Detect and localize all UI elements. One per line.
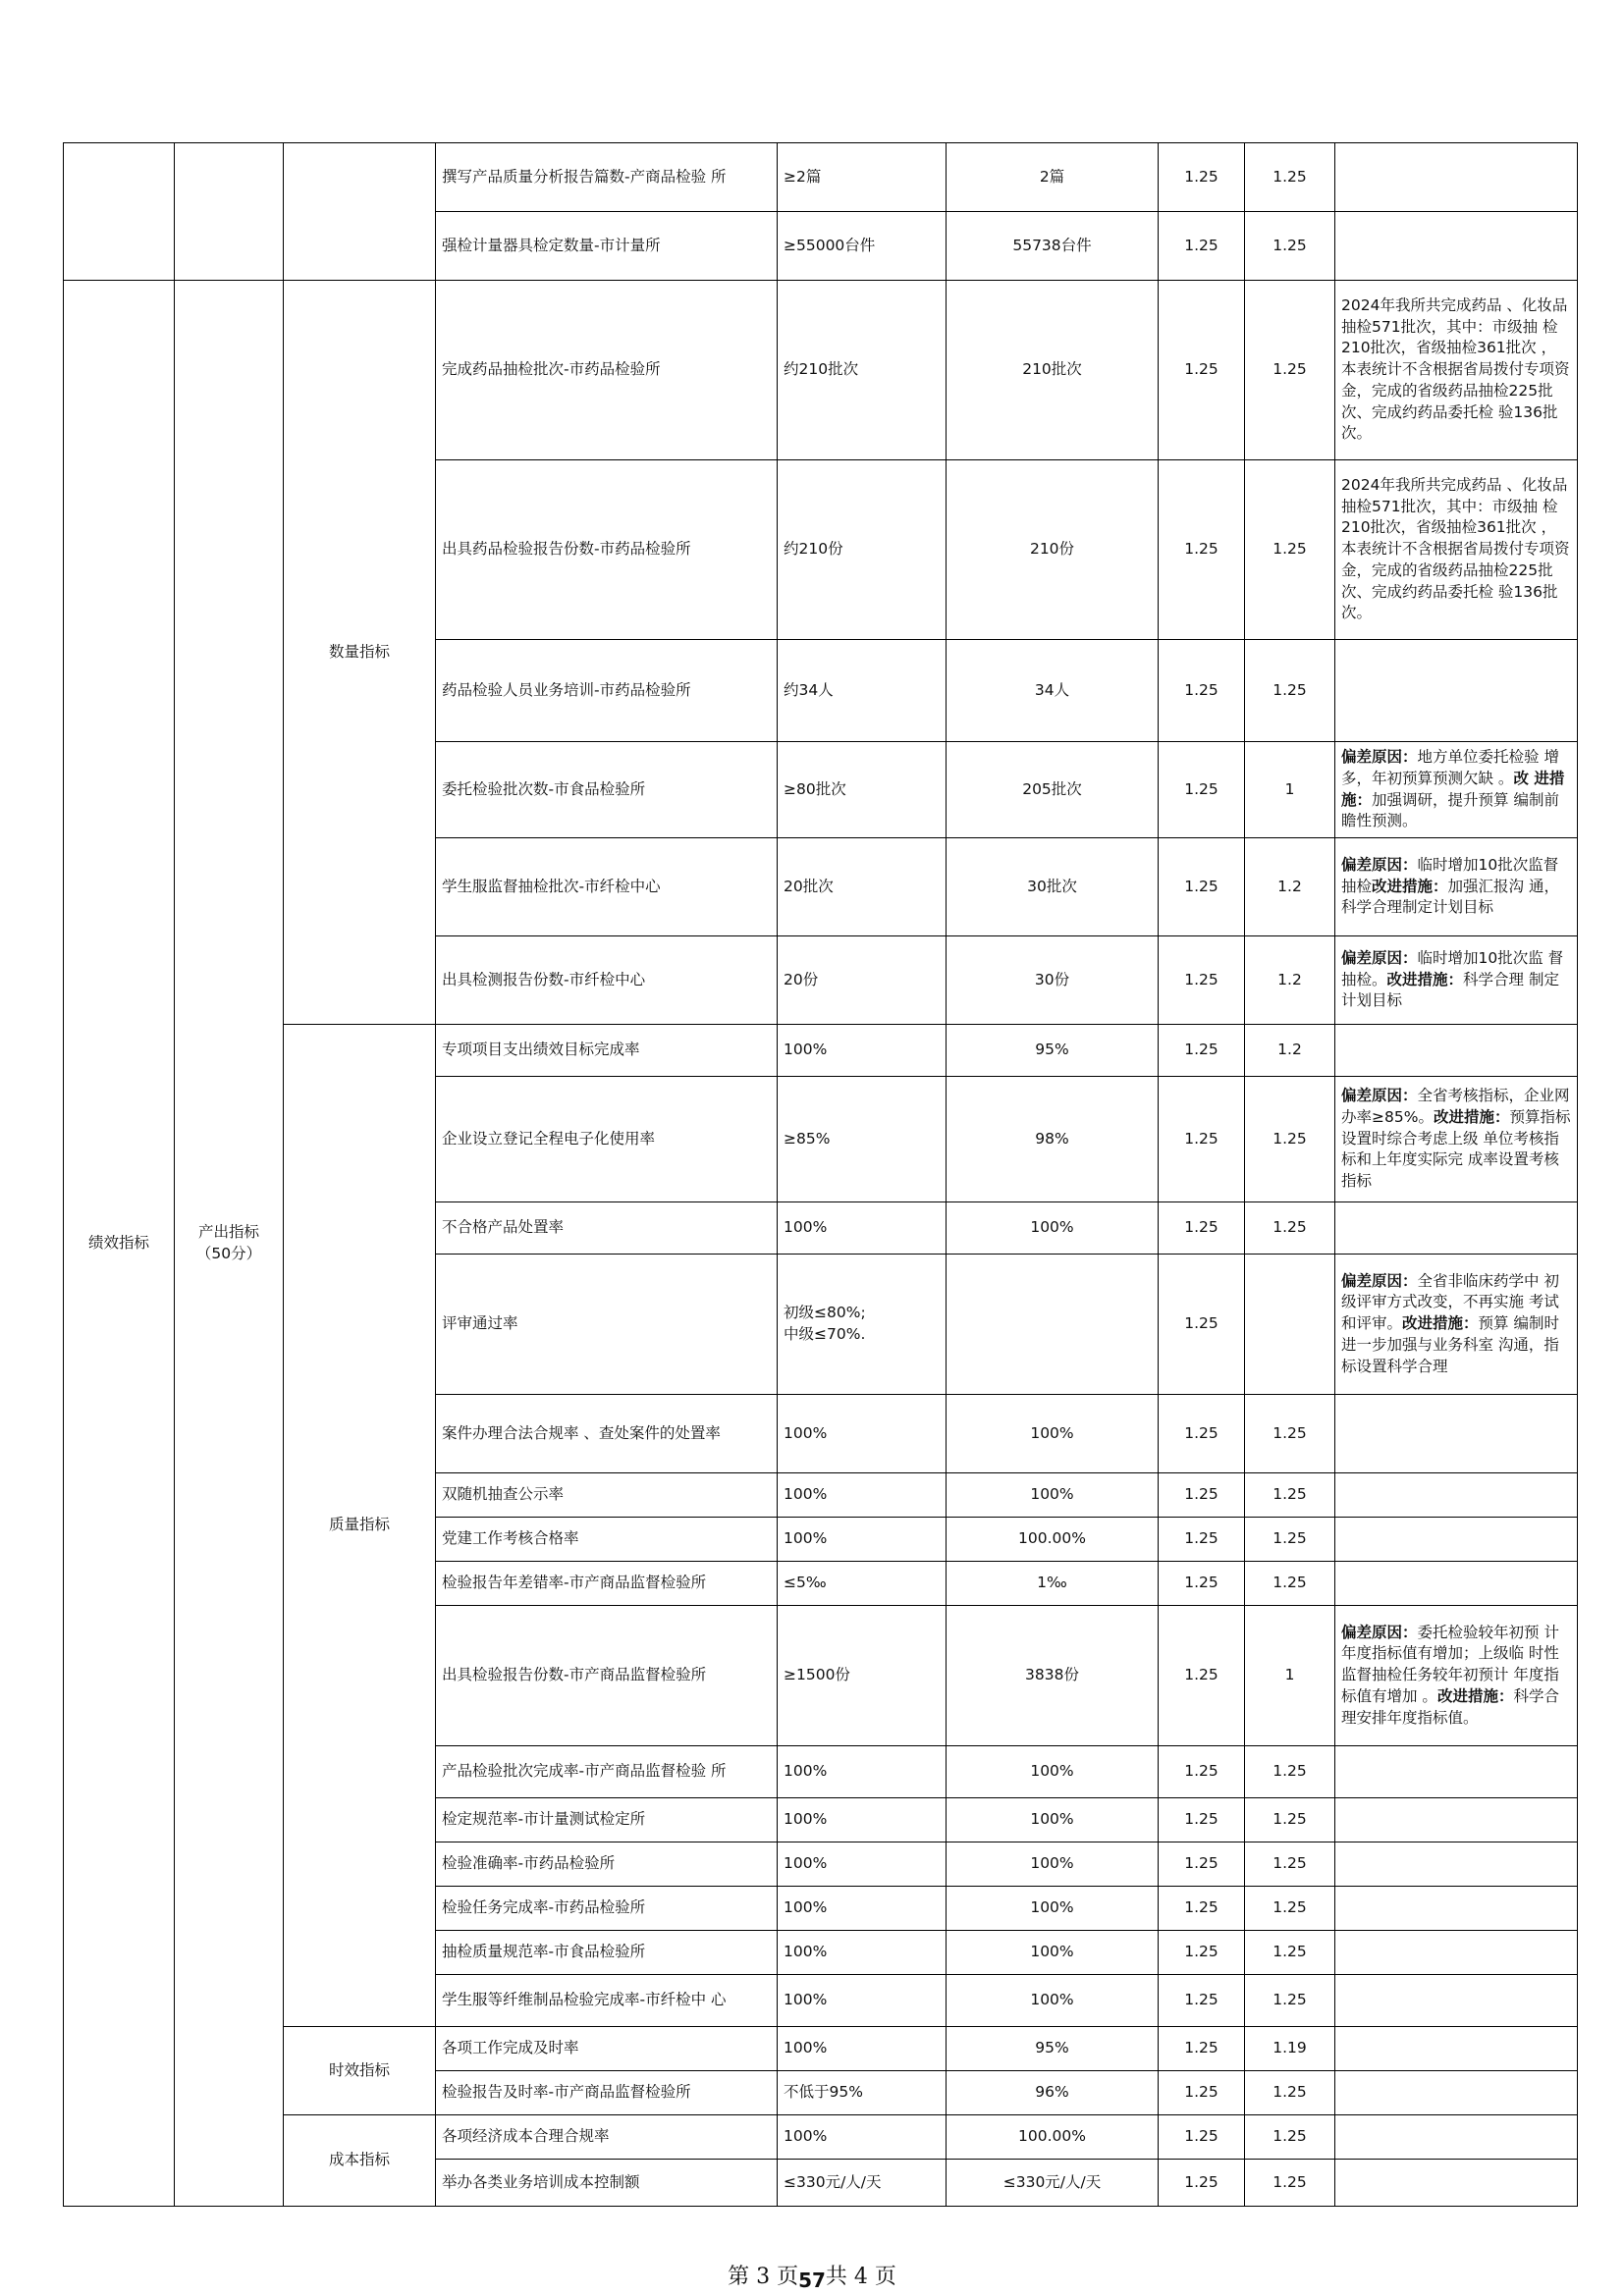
- note-heading: 偏差原因：: [1341, 1623, 1418, 1641]
- weight-value: 1.25: [1159, 640, 1245, 742]
- score-value: 1.25: [1245, 143, 1335, 212]
- deviation-note: [1335, 1746, 1578, 1798]
- category-timeliness: 时效指标: [284, 2027, 436, 2115]
- target-value: ≥1500份: [778, 1606, 947, 1746]
- deviation-note: [1335, 1395, 1578, 1473]
- indicator-name: 学生服等纤维制品检验完成率-市纤检中 心: [436, 1975, 778, 2027]
- actual-value: 210份: [947, 460, 1159, 640]
- page-number: 57: [798, 2269, 826, 2292]
- target-value: ≥85%: [778, 1077, 947, 1202]
- note-text: 全省考核指标，企业网办率≥85%。: [1341, 1087, 1570, 1126]
- score-value: 1.25: [1245, 1887, 1335, 1931]
- actual-value: 100.00%: [947, 1518, 1159, 1562]
- actual-value: 210批次: [947, 281, 1159, 460]
- note-text: 预算 编制时进一步加强与业务科室 沟通，指标设置科学合理: [1341, 1314, 1559, 1375]
- actual-value: 2篇: [947, 143, 1159, 212]
- score-value: 1: [1245, 1606, 1335, 1746]
- target-value: 100%: [778, 1887, 947, 1931]
- table-row: [64, 1025, 1578, 1077]
- note-text: 2024年我所共完成药品 、化妆品抽检571批次，其中：市级抽 检210批次，省级抽检361批次 ，本表统计不含根据省局拨付专项资金，完成的省级药品抽检225批次、完成约药品委托检 验136批次。: [1341, 296, 1570, 443]
- deviation-note: [1335, 1473, 1578, 1518]
- actual-value: [947, 1255, 1159, 1395]
- score-value: 1.25: [1245, 1077, 1335, 1202]
- deviation-note: [1335, 936, 1578, 1025]
- empty-category-cell: [284, 143, 436, 281]
- actual-value: 100%: [947, 1395, 1159, 1473]
- deviation-note: [1335, 2160, 1578, 2207]
- score-value: 1: [1245, 742, 1335, 838]
- deviation-note: [1335, 742, 1578, 838]
- table-row: [64, 281, 1578, 460]
- target-value: 初级≤80%; 中级≤70%.: [778, 1255, 947, 1395]
- score-value: 1.25: [1245, 2115, 1335, 2160]
- target-value: 约210批次: [778, 281, 947, 460]
- target-value: 100%: [778, 1746, 947, 1798]
- deviation-note: [1335, 212, 1578, 281]
- note-text: 临时增加10批次监督抽检: [1341, 855, 1559, 895]
- actual-value: 55738台件: [947, 212, 1159, 281]
- actual-value: 95%: [947, 1025, 1159, 1077]
- indicator-name: 产品检验批次完成率-市产商品监督检验 所: [436, 1746, 778, 1798]
- target-value: ≤330元/人/天: [778, 2160, 947, 2207]
- note-heading: 改 进措施：: [1341, 769, 1565, 809]
- deviation-note: [1335, 1606, 1578, 1746]
- indicator-name: 各项工作完成及时率: [436, 2027, 778, 2071]
- note-text: 预算指标设置时综合考虑上级 单位考核指标和上年度实际完 成率设置考核指标: [1341, 1107, 1571, 1191]
- primary-indicator: 绩效指标: [64, 281, 175, 2207]
- actual-value: 100%: [947, 1798, 1159, 1842]
- deviation-note: [1335, 1202, 1578, 1255]
- actual-value: 100%: [947, 1931, 1159, 1975]
- weight-value: 1.25: [1159, 838, 1245, 936]
- deviation-note: [1335, 2115, 1578, 2160]
- indicator-name: 检验报告年差错率-市产商品监督检验所: [436, 1562, 778, 1606]
- indicator-name: 检验报告及时率-市产商品监督检验所: [436, 2071, 778, 2115]
- target-value: 100%: [778, 1975, 947, 2027]
- actual-value: 100.00%: [947, 2115, 1159, 2160]
- deviation-note: [1335, 1025, 1578, 1077]
- score-value: 1.25: [1245, 460, 1335, 640]
- indicator-name: 检验准确率-市药品检验所: [436, 1842, 778, 1887]
- category-cost: 成本指标: [284, 2115, 436, 2207]
- page-footer-suffix: 共 4 页: [825, 2265, 896, 2289]
- empty-secondary-cell: [175, 143, 284, 281]
- score-value: 1.19: [1245, 2027, 1335, 2071]
- indicator-name: 检验任务完成率-市药品检验所: [436, 1887, 778, 1931]
- weight-value: 1.25: [1159, 2160, 1245, 2207]
- score-value: 1.25: [1245, 640, 1335, 742]
- indicator-name: 各项经济成本合理合规率: [436, 2115, 778, 2160]
- empty-primary-cell: [64, 143, 175, 281]
- weight-value: 1.25: [1159, 1798, 1245, 1842]
- indicator-name: 出具检验报告份数-市产商品监督检验所: [436, 1606, 778, 1746]
- weight-value: 1.25: [1159, 1025, 1245, 1077]
- indicator-name: 双随机抽查公示率: [436, 1473, 778, 1518]
- weight-value: 1.25: [1159, 2115, 1245, 2160]
- indicator-name: 专项项目支出绩效目标完成率: [436, 1025, 778, 1077]
- performance-indicator-table: [63, 142, 1578, 2207]
- note-text: 科学合理安排年度指标值。: [1341, 1686, 1559, 1727]
- note-text: 地方单位委托检验 增多，年初预算预测欠缺 。: [1341, 748, 1559, 787]
- indicator-name: 撰写产品质量分析报告篇数-产商品检验 所: [436, 143, 778, 212]
- deviation-note: [1335, 838, 1578, 936]
- actual-value: 100%: [947, 1473, 1159, 1518]
- target-value: 约34人: [778, 640, 947, 742]
- weight-value: 1.25: [1159, 460, 1245, 640]
- weight-value: 1.25: [1159, 1562, 1245, 1606]
- note-text: 科学合理 制定计划目标: [1341, 970, 1559, 1010]
- score-value: 1.25: [1245, 2071, 1335, 2115]
- score-value: 1.25: [1245, 1746, 1335, 1798]
- indicator-name: 学生服监督抽检批次-市纤检中心: [436, 838, 778, 936]
- weight-value: 1.25: [1159, 1887, 1245, 1931]
- page-footer: [0, 2260, 1624, 2290]
- target-value: 100%: [778, 1931, 947, 1975]
- score-value: 1.25: [1245, 1202, 1335, 1255]
- actual-value: 205批次: [947, 742, 1159, 838]
- deviation-note: [1335, 1842, 1578, 1887]
- target-value: ≤5‰: [778, 1562, 947, 1606]
- indicator-name: 药品检验人员业务培训-市药品检验所: [436, 640, 778, 742]
- target-value: 100%: [778, 2027, 947, 2071]
- note-text: 全省非临床药学中 初级评审方式改变，不再实施 考试和评审。: [1341, 1271, 1559, 1333]
- target-value: 100%: [778, 1025, 947, 1077]
- indicator-name: 评审通过率: [436, 1255, 778, 1395]
- score-value: 1.25: [1245, 1798, 1335, 1842]
- weight-value: 1.25: [1159, 1975, 1245, 2027]
- score-value: 1.25: [1245, 1562, 1335, 1606]
- deviation-note: [1335, 2027, 1578, 2071]
- score-value: 1.2: [1245, 838, 1335, 936]
- category-quantity: 数量指标: [284, 281, 436, 1025]
- note-text: 加强汇报沟 通，科学合理制定计划目标: [1341, 877, 1559, 917]
- weight-value: 1.25: [1159, 1931, 1245, 1975]
- score-value: 1.25: [1245, 1518, 1335, 1562]
- indicator-name: 委托检验批次数-市食品检验所: [436, 742, 778, 838]
- weight-value: 1.25: [1159, 2071, 1245, 2115]
- score-value: 1.25: [1245, 212, 1335, 281]
- category-quality: 质量指标: [284, 1025, 436, 2027]
- table-row: [64, 143, 1578, 212]
- weight-value: 1.25: [1159, 742, 1245, 838]
- weight-value: 1.25: [1159, 1202, 1245, 1255]
- weight-value: 1.25: [1159, 1395, 1245, 1473]
- deviation-note: [1335, 1077, 1578, 1202]
- actual-value: 100%: [947, 1842, 1159, 1887]
- actual-value: 100%: [947, 1975, 1159, 2027]
- table-row: [64, 2027, 1578, 2071]
- actual-value: ≤330元/人/天: [947, 2160, 1159, 2207]
- actual-value: 96%: [947, 2071, 1159, 2115]
- weight-value: 1.25: [1159, 1746, 1245, 1798]
- note-text: 加强调研，提升预算 编制前瞻性预测。: [1341, 790, 1559, 830]
- indicator-name: 检定规范率-市计量测试检定所: [436, 1798, 778, 1842]
- indicator-name: 案件办理合法合规率 、查处案件的处置率: [436, 1395, 778, 1473]
- secondary-score: （50分）: [195, 1244, 262, 1262]
- indicator-name: 企业设立登记全程电子化使用率: [436, 1077, 778, 1202]
- score-value: [1245, 1255, 1335, 1395]
- note-heading: 改进措施：: [1386, 970, 1464, 988]
- note-heading: 改进措施：: [1402, 1314, 1479, 1333]
- note-text: 临时增加10批次监 督抽检。: [1341, 948, 1564, 988]
- indicator-name: 强检计量器具检定数量-市计量所: [436, 212, 778, 281]
- target-value: 100%: [778, 1842, 947, 1887]
- weight-value: 1.25: [1159, 1518, 1245, 1562]
- indicator-name: 党建工作考核合格率: [436, 1518, 778, 1562]
- note-heading: 改进措施：: [1372, 877, 1448, 895]
- deviation-note: [1335, 1975, 1578, 2027]
- table-row: [64, 2115, 1578, 2160]
- indicator-name: 出具药品检验报告份数-市药品检验所: [436, 460, 778, 640]
- weight-value: 1.25: [1159, 143, 1245, 212]
- score-value: 1.25: [1245, 1931, 1335, 1975]
- note-heading: 偏差原因：: [1341, 1087, 1418, 1105]
- secondary-label: 产出指标: [197, 1222, 259, 1241]
- indicator-name: 举办各类业务培训成本控制额: [436, 2160, 778, 2207]
- indicator-name: 抽检质量规范率-市食品检验所: [436, 1931, 778, 1975]
- weight-value: 1.25: [1159, 1606, 1245, 1746]
- target-value: 100%: [778, 1798, 947, 1842]
- weight-value: 1.25: [1159, 212, 1245, 281]
- deviation-note: [1335, 1518, 1578, 1562]
- indicator-name: 完成药品抽检批次-市药品检验所: [436, 281, 778, 460]
- actual-value: 100%: [947, 1746, 1159, 1798]
- weight-value: 1.25: [1159, 2027, 1245, 2071]
- target-value: 约210份: [778, 460, 947, 640]
- actual-value: 34人: [947, 640, 1159, 742]
- indicator-name: 不合格产品处置率: [436, 1202, 778, 1255]
- deviation-note: [1335, 1798, 1578, 1842]
- score-value: 1.25: [1245, 1473, 1335, 1518]
- target-value: 100%: [778, 1202, 947, 1255]
- actual-value: 30份: [947, 936, 1159, 1025]
- actual-value: 100%: [947, 1887, 1159, 1931]
- note-heading: 改进措施：: [1436, 1686, 1514, 1705]
- actual-value: 100%: [947, 1202, 1159, 1255]
- note-text: 2024年我所共完成药品 、化妆品抽检571批次，其中：市级抽 检210批次，省级抽检361批次 ，本表统计不含根据省局拨付专项资金，完成的省级药品抽检225批次、完成约药品委托检 验136批次。: [1341, 476, 1570, 622]
- actual-value: 3838份: [947, 1606, 1159, 1746]
- score-value: 1.2: [1245, 936, 1335, 1025]
- note-heading: 偏差原因：: [1341, 1271, 1418, 1290]
- score-value: 1.2: [1245, 1025, 1335, 1077]
- weight-value: 1.25: [1159, 1077, 1245, 1202]
- target-value: ≥80批次: [778, 742, 947, 838]
- note-heading: 偏差原因：: [1341, 855, 1418, 874]
- weight-value: 1.25: [1159, 1255, 1245, 1395]
- target-value: 100%: [778, 1518, 947, 1562]
- score-value: 1.25: [1245, 281, 1335, 460]
- weight-value: 1.25: [1159, 281, 1245, 460]
- weight-value: 1.25: [1159, 1842, 1245, 1887]
- page-footer-prefix: 第 3 页: [728, 2265, 799, 2289]
- note-text: 委托检验较年初预 计年度指标值有增加；上级临 时性监督抽检任务较年初预计 年度指标值有增加 。: [1341, 1623, 1559, 1705]
- deviation-note: [1335, 460, 1578, 640]
- score-value: 1.25: [1245, 2160, 1335, 2207]
- deviation-note: [1335, 143, 1578, 212]
- indicator-name: 出具检测报告份数-市纤检中心: [436, 936, 778, 1025]
- target-value: 不低于95%: [778, 2071, 947, 2115]
- target-value: ≥2篇: [778, 143, 947, 212]
- actual-value: 95%: [947, 2027, 1159, 2071]
- deviation-note: [1335, 281, 1578, 460]
- target-value: ≥55000台件: [778, 212, 947, 281]
- target-value: 100%: [778, 2115, 947, 2160]
- note-heading: 偏差原因：: [1341, 748, 1418, 767]
- actual-value: 30批次: [947, 838, 1159, 936]
- deviation-note: [1335, 640, 1578, 742]
- score-value: 1.25: [1245, 1975, 1335, 2027]
- target-value: 20份: [778, 936, 947, 1025]
- deviation-note: [1335, 1931, 1578, 1975]
- note-heading: 偏差原因：: [1341, 948, 1418, 967]
- score-value: 1.25: [1245, 1842, 1335, 1887]
- deviation-note: [1335, 1255, 1578, 1395]
- note-heading: 改进措施：: [1433, 1107, 1510, 1126]
- deviation-note: [1335, 2071, 1578, 2115]
- secondary-indicator: [175, 281, 284, 2207]
- deviation-note: [1335, 1562, 1578, 1606]
- target-value: 100%: [778, 1473, 947, 1518]
- target-value: 100%: [778, 1395, 947, 1473]
- target-value: 20批次: [778, 838, 947, 936]
- actual-value: 98%: [947, 1077, 1159, 1202]
- weight-value: 1.25: [1159, 1473, 1245, 1518]
- deviation-note: [1335, 1887, 1578, 1931]
- actual-value: 1‰: [947, 1562, 1159, 1606]
- score-value: 1.25: [1245, 1395, 1335, 1473]
- weight-value: 1.25: [1159, 936, 1245, 1025]
